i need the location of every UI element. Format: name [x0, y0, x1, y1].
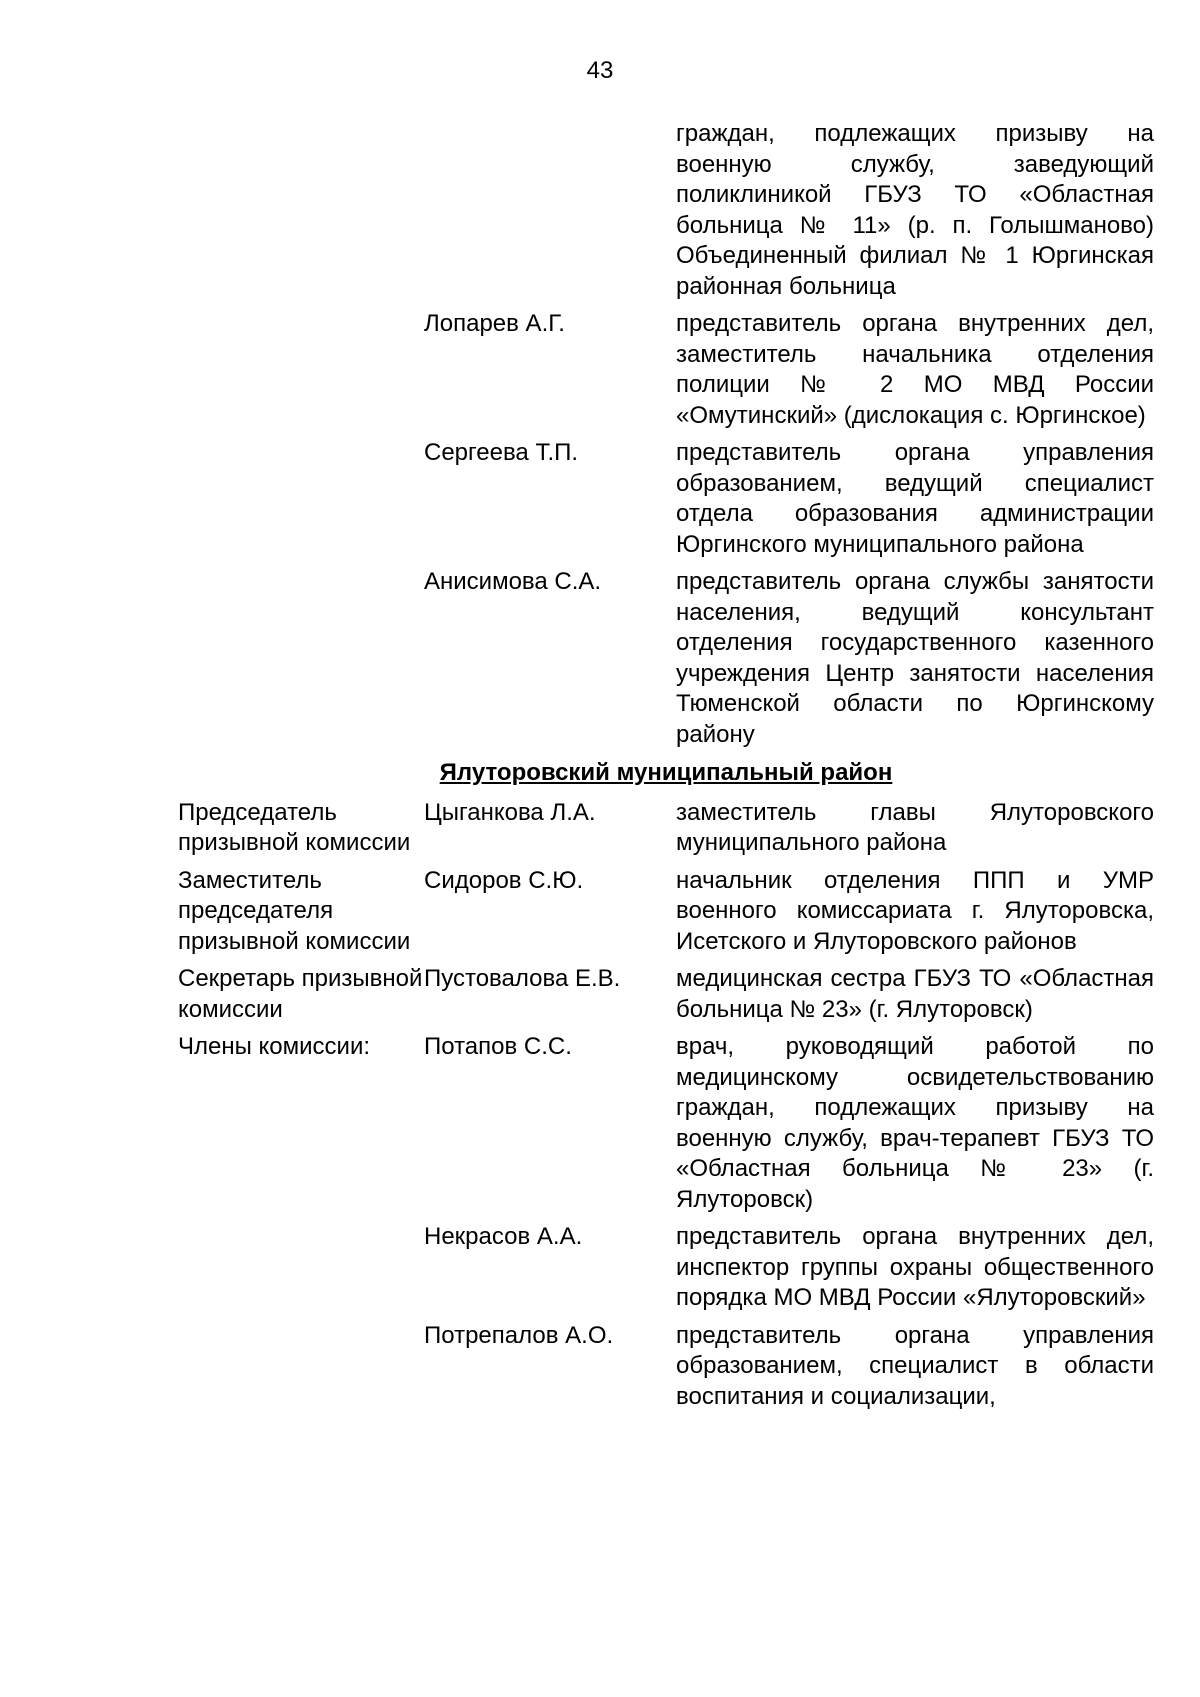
member-row: [178, 866, 1154, 958]
member-name: [424, 119, 676, 302]
member-position: представитель органа внутренних дел, заместитель начальника отделения полиции № 2 МО МВД России «Омутинский» (дислокация с. Юргинское): [676, 310, 1154, 429]
member-position: начальник отделения ППП и УМР военного комиссариата г. Ялуторовска, Исетского и Ялуторовского районов: [676, 866, 1154, 955]
page-number: 43: [586, 57, 614, 84]
member-row: [178, 1321, 1154, 1413]
member-role: Секретарь призывной комиссии: [178, 965, 423, 1023]
member-position: медицинская сестра ГБУЗ ТО «Областная больница № 23» (г. Ялуторовск): [676, 965, 1154, 1023]
member-position: граждан, подлежащих призыву на военную службу, заведующий поликлиникой ГБУЗ ТО «Областная больница № 11» (р. п. Голышманово) Объединенный филиал № 1 Юргинская районная больница: [676, 120, 1154, 300]
member-row: [178, 438, 1154, 560]
member-name: Потапов С.С.: [424, 1033, 572, 1060]
commission-list: [178, 119, 1154, 1419]
member-name: Лопарев А.Г.: [424, 310, 565, 337]
member-role: Члены комиссии:: [178, 1033, 371, 1060]
section-title: Ялуторовский муниципальный район: [439, 759, 893, 786]
member-role: [178, 1321, 424, 1413]
member-row: [178, 1032, 1154, 1215]
member-row: [178, 309, 1154, 431]
member-role: [178, 1222, 424, 1314]
member-position: врач, руководящий работой по медицинскому освидетельствованию граждан, подлежащих призыву на военную службу, врач-терапевт ГБУЗ ТО «Областная больница № 23» (г. Ялуторовск): [676, 1033, 1154, 1213]
member-row: [178, 567, 1154, 750]
member-name: Цыганкова Л.А.: [424, 798, 596, 826]
member-name: Сидоров С.Ю.: [424, 866, 584, 894]
member-role: [178, 567, 424, 750]
member-role: Заместитель председателя призывной комиссии: [178, 866, 411, 955]
member-role: [178, 438, 424, 560]
member-name: Сергеева Т.П.: [424, 439, 579, 466]
member-row: [178, 964, 1154, 1025]
member-role: [178, 309, 424, 431]
member-role: [178, 119, 424, 302]
member-name: Анисимова С.А.: [424, 568, 602, 595]
member-position: представитель органа управления образованием, специалист в области воспитания и социализации,: [676, 1321, 1154, 1410]
member-name: Потрепалов А.О.: [424, 1321, 614, 1349]
member-row: [178, 119, 1154, 302]
member-name: Некрасов А.А.: [424, 1223, 583, 1250]
member-row: [178, 798, 1154, 859]
member-position: представитель органа управления образованием, ведущий специалист отдела образования администрации Юргинского муниципального района: [676, 439, 1154, 558]
member-role: Председатель призывной комиссии: [178, 798, 411, 856]
member-row: [178, 1222, 1154, 1314]
member-position: заместитель главы Ялуторовского муниципального района: [676, 798, 1154, 856]
member-position: представитель органа внутренних дел, инспектор группы охраны общественного порядка МО МВД России «Ялуторовский»: [676, 1223, 1154, 1311]
member-name: Пустовалова Е.В.: [424, 965, 621, 992]
member-position: представитель органа службы занятости населения, ведущий консультант отделения государственного казенного учреждения Центр занятости населения Тюменской области по Юргинскому району: [676, 568, 1154, 748]
